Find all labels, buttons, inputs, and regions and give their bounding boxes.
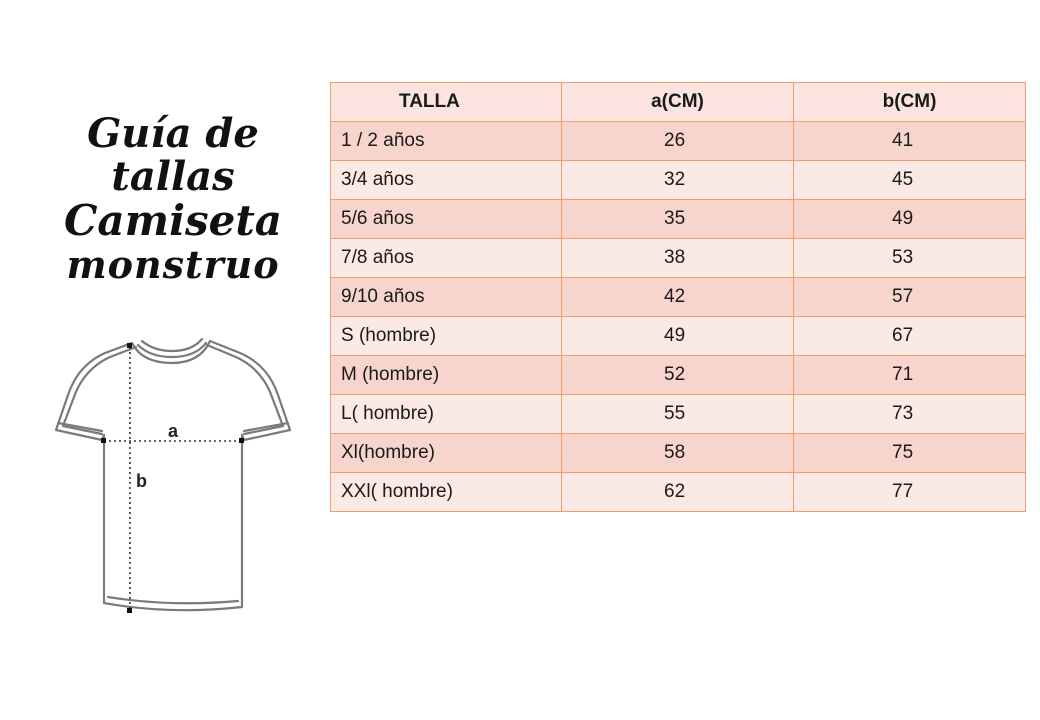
a-cell: 26 <box>562 122 794 161</box>
table-row <box>331 239 1026 278</box>
a-cell: 49 <box>562 317 794 356</box>
a-cell: 32 <box>562 161 794 200</box>
a-cell: 62 <box>562 473 794 512</box>
a-cell: 35 <box>562 200 794 239</box>
b-cell: 45 <box>794 161 1026 200</box>
tshirt-outline <box>56 341 290 610</box>
table-row <box>331 317 1026 356</box>
size-cell: XXl( hombre) <box>331 473 562 512</box>
page-title <box>28 112 318 285</box>
table-row <box>331 122 1026 161</box>
size-cell: M (hombre) <box>331 356 562 395</box>
b-cell: 53 <box>794 239 1026 278</box>
title-line-2: Camiseta <box>63 196 283 246</box>
b-cell: 71 <box>794 356 1026 395</box>
b-cell: 67 <box>794 317 1026 356</box>
table-row <box>331 161 1026 200</box>
header-b-cm: b(CM) <box>794 83 1026 122</box>
size-cell: 1 / 2 años <box>331 122 562 161</box>
header-a-cm: a(CM) <box>562 83 794 122</box>
table-row <box>331 434 1026 473</box>
size-cell: 9/10 años <box>331 278 562 317</box>
b-cell: 57 <box>794 278 1026 317</box>
b-cell: 75 <box>794 434 1026 473</box>
a-cell: 38 <box>562 239 794 278</box>
header-talla: TALLA <box>331 83 562 122</box>
table-row <box>331 278 1026 317</box>
table-row <box>331 356 1026 395</box>
label-a: a <box>168 421 179 441</box>
table-header-row <box>331 83 1026 122</box>
title-line-1: Guía de tallas <box>87 110 259 201</box>
a-cell: 58 <box>562 434 794 473</box>
b-cell: 49 <box>794 200 1026 239</box>
table-row <box>331 200 1026 239</box>
label-b: b <box>136 471 147 491</box>
a-cell: 55 <box>562 395 794 434</box>
b-cell: 73 <box>794 395 1026 434</box>
b-cell: 77 <box>794 473 1026 512</box>
b-cell: 41 <box>794 122 1026 161</box>
table-row <box>331 395 1026 434</box>
size-cell: Xl(hombre) <box>331 434 562 473</box>
size-cell: S (hombre) <box>331 317 562 356</box>
size-cell: L( hombre) <box>331 395 562 434</box>
title-line-3: monstruo <box>66 241 280 287</box>
size-cell: 5/6 años <box>331 200 562 239</box>
table-row <box>331 473 1026 512</box>
size-cell: 3/4 años <box>331 161 562 200</box>
tshirt-diagram <box>50 335 295 620</box>
a-cell: 52 <box>562 356 794 395</box>
size-table <box>330 82 1026 512</box>
size-cell: 7/8 años <box>331 239 562 278</box>
a-cell: 42 <box>562 278 794 317</box>
